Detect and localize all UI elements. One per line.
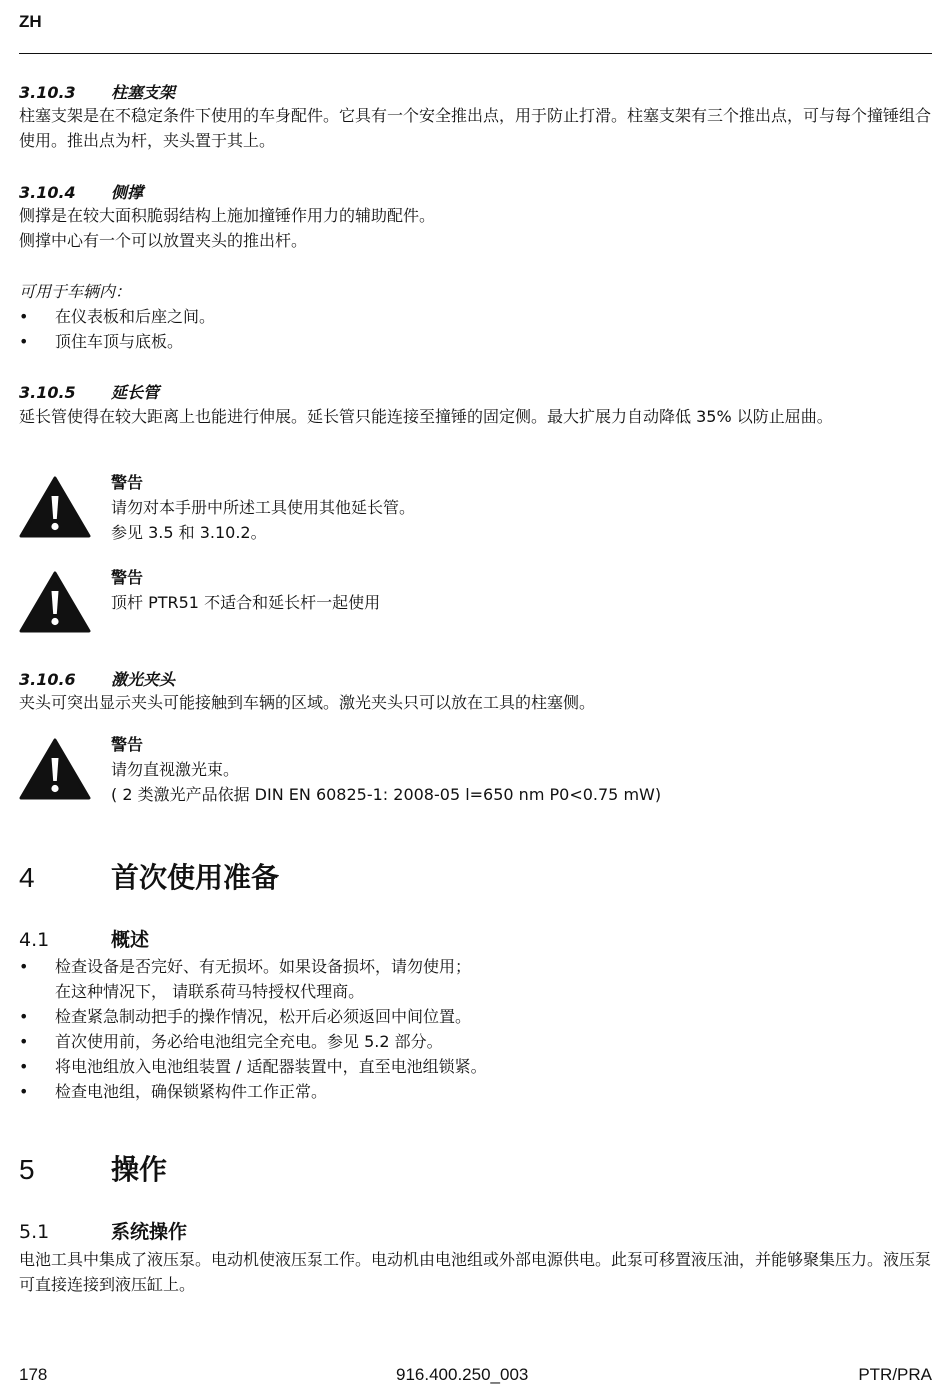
warning-title: 警告	[111, 735, 144, 754]
chapter-heading-5	[19, 1148, 167, 1188]
section-title: 柱塞支架	[111, 83, 176, 102]
document-number: 916.400.250_003	[396, 1365, 529, 1384]
paragraph-laser-tip: 夹头可突出显示夹头可能接触到车辆的区域。激光夹头只可以放在工具的柱塞侧。	[19, 693, 596, 712]
paragraph-system-operation: 电池工具中集成了液压泵。电动机使液压泵工作。电动机由电池组或外部电源供电。此泵可移置液压油，并能够聚集压力。液压泵可直接连接到液压缸上。	[19, 1250, 932, 1294]
warning-text	[111, 732, 661, 807]
paragraph-plunger-support: 柱塞支架是在不稳定条件下使用的车身配件。它具有一个安全推出点，用于防止打滑。柱塞支架有三个推出点，可与每个撞锤组合使用。推出点为杆，夹头置于其上。	[19, 106, 932, 150]
section-title: 概述	[111, 929, 150, 951]
text-line: 顶杆 PTR51 不适合和延长杆一起使用	[111, 593, 381, 612]
text-line: 请勿直视激光束。	[111, 760, 240, 779]
list-item: • 顶住车顶与底板。	[19, 329, 929, 354]
language-code: ZH	[19, 12, 42, 31]
list-item: • 检查紧急制动把手的操作情况，松开后必须返回中间位置。	[19, 1004, 929, 1029]
chapter-heading-4	[19, 856, 279, 896]
warning-triangle-icon	[19, 738, 91, 800]
text-line: ( 2 类激光产品依据 DIN EN 60825-1: 2008-05 l=650 nm P0<0.75 mW)	[111, 785, 662, 804]
section-title: 激光夹头	[111, 670, 176, 689]
text-line: 侧撑中心有一个可以放置夹头的推出杆。	[19, 231, 308, 250]
list-item: • 将电池组放入电池组装置 / 适配器装置中，直至电池组锁紧。	[19, 1054, 929, 1079]
section-title: 系统操作	[111, 1221, 188, 1243]
warning-block	[19, 732, 919, 807]
section-heading-3-10-5	[19, 380, 159, 403]
section-number: 5.1	[19, 1221, 50, 1243]
usage-label: 可用于车辆内：	[19, 282, 132, 301]
section-heading-3-10-4	[19, 180, 143, 203]
warning-text	[111, 470, 415, 545]
warning-title: 警告	[111, 568, 144, 587]
text-line: 参见 3.5 和 3.10.2。	[111, 523, 267, 542]
section-number: 4.1	[19, 929, 50, 951]
section-number: 3.10.4	[19, 183, 76, 202]
section-heading-3-10-3	[19, 80, 175, 103]
chapter-title: 首次使用准备	[111, 861, 280, 894]
section-title: 侧撑	[111, 183, 144, 202]
chapter-number: 4	[19, 862, 35, 893]
section-heading-3-10-6	[19, 667, 175, 690]
text-line: 侧撑是在较大面积脆弱结构上施加撞锤作用力的辅助配件。	[19, 206, 436, 225]
list-item: • 检查设备是否完好、有无损坏。如果设备损坏，请勿使用； 在这种情况下， 请联系荷马特授权代理商。	[19, 954, 929, 1004]
paragraph-extension-tube: 延长管使得在较大距离上也能进行伸展。延长管只能连接至撞锤的固定侧。最大扩展力自动降低 35% 以防止屈曲。	[19, 407, 833, 426]
section-number: 3.10.6	[19, 670, 76, 689]
preparation-list	[19, 954, 929, 1104]
warning-block	[19, 470, 919, 545]
page-number: 178	[19, 1365, 48, 1384]
paragraph-side-support	[19, 203, 931, 253]
section-title: 延长管	[111, 383, 160, 402]
warning-text	[111, 565, 380, 615]
chapter-title: 操作	[111, 1153, 168, 1186]
text-line: 请勿对本手册中所述工具使用其他延长管。	[111, 498, 416, 517]
warning-triangle-icon	[19, 571, 91, 633]
section-number: 3.10.5	[19, 383, 76, 402]
section-heading-5-1	[19, 1217, 187, 1244]
warning-title: 警告	[111, 473, 144, 492]
warning-block	[19, 565, 919, 640]
list-item: • 首次使用前，务必给电池组完全充电。参见 5.2 部分。	[19, 1029, 929, 1054]
section-heading-4-1	[19, 925, 149, 952]
list-item: • 在仪表板和后座之间。	[19, 304, 929, 329]
usage-list	[19, 304, 929, 354]
chapter-number: 5	[19, 1154, 35, 1185]
header-rule	[19, 53, 932, 54]
list-item: • 检查电池组，确保锁紧构件工作正常。	[19, 1079, 929, 1104]
product-name: PTR/PRA	[858, 1365, 932, 1384]
warning-triangle-icon	[19, 476, 91, 538]
section-number: 3.10.3	[19, 83, 76, 102]
